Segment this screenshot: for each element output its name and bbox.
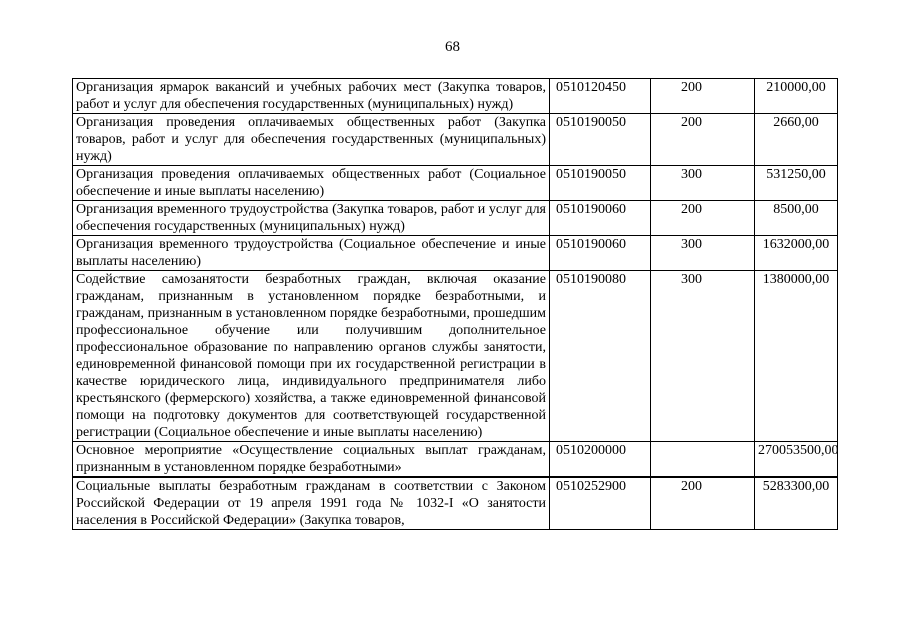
table-row: [73, 201, 838, 236]
row-name: Основное мероприятие «Осуществление социальных выплат гражданам, признанным в установленном порядке безработными»: [73, 442, 550, 478]
row-sum: 1380000,00: [755, 271, 838, 442]
budget-table: [72, 78, 838, 530]
row-sum: 1632000,00: [755, 236, 838, 271]
row-name: Организация временного трудоустройства (Социальное обеспечение и иные выплаты населению): [73, 236, 550, 271]
table-row: [73, 166, 838, 201]
row-sum: 5283300,00: [755, 477, 838, 530]
row-csr-code: 0510200000: [550, 442, 651, 478]
table-row: [73, 477, 838, 530]
row-name: Организация проведения оплачиваемых общественных работ (Закупка товаров, работ и услуг для обеспечения государственных (муниципальных) нужд): [73, 114, 550, 166]
row-name: Организация временного трудоустройства (Закупка товаров, работ и услуг для обеспечения государственных (муниципальных) нужд): [73, 201, 550, 236]
row-csr-code: 0510190080: [550, 271, 651, 442]
row-csr-code: 0510252900: [550, 477, 651, 530]
row-sum: 531250,00: [755, 166, 838, 201]
page-number: 68: [445, 39, 460, 55]
row-sum: 8500,00: [755, 201, 838, 236]
table-row: [73, 271, 838, 442]
row-vr-code: 300: [651, 166, 755, 201]
row-csr-code: 0510120450: [550, 79, 651, 114]
row-name: Содействие самозанятости безработных граждан, включая оказание гражданам, признанным в установленном порядке безработными, и гражданам, признанным в установленном порядке безработными, прошедшим профессиональное обучение или получившим дополнительное профессиональное образование по направлению органов службы занятости, единовременной финансовой помощи при их государственной регистрации в качестве юридического лица, индивидуального предпринимателя либо крестьянского (фермерского) хозяйства, а также единовременной финансовой помощи на подготовку документов для соответствующей государственной регистрации (Социальное обеспечение и иные выплаты населению): [73, 271, 550, 442]
row-vr-code: 200: [651, 477, 755, 530]
row-vr-code: 300: [651, 271, 755, 442]
row-vr-code: 200: [651, 79, 755, 114]
row-csr-code: 0510190050: [550, 114, 651, 166]
table-row: [73, 79, 838, 114]
table-row: [73, 236, 838, 271]
table-row: [73, 442, 838, 478]
row-csr-code: 0510190050: [550, 166, 651, 201]
row-vr-code: [651, 442, 755, 478]
row-vr-code: 200: [651, 201, 755, 236]
row-sum: 210000,00: [755, 79, 838, 114]
row-csr-code: 0510190060: [550, 236, 651, 271]
row-vr-code: 300: [651, 236, 755, 271]
row-name: Организация проведения оплачиваемых общественных работ (Социальное обеспечение и иные выплаты населению): [73, 166, 550, 201]
row-csr-code: 0510190060: [550, 201, 651, 236]
row-sum: 270053500,00: [755, 442, 838, 478]
row-vr-code: 200: [651, 114, 755, 166]
row-sum: 2660,00: [755, 114, 838, 166]
row-name: Социальные выплаты безработным гражданам в соответствии с Законом Российской Федерации от 19 апреля 1991 года № 1032-I «О занятости населения в Российской Федерации» (Закупка товаров,: [73, 477, 550, 530]
table-row: [73, 114, 838, 166]
row-name: Организация ярмарок вакансий и учебных рабочих мест (Закупка товаров, работ и услуг для обеспечения государственных (муниципальных) нужд): [73, 79, 550, 114]
